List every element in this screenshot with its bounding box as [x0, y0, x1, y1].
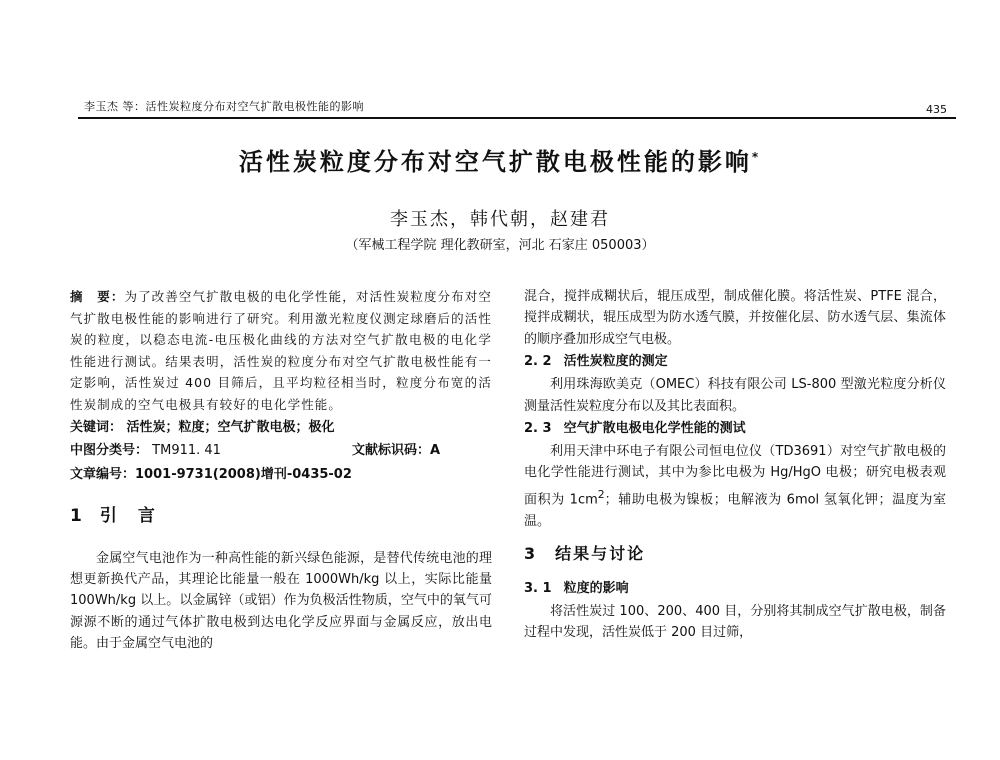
- abstract: [70, 286, 492, 416]
- keywords-label: 关键词：: [70, 419, 123, 435]
- article-number: [70, 463, 492, 487]
- area-unit-exponent: 2: [597, 487, 605, 501]
- document-code: [352, 438, 440, 463]
- section-1-number: 1: [70, 505, 84, 526]
- running-head: 李玉杰 等：活性炭粒度分布对空气扩散电极性能的影响: [84, 100, 364, 113]
- section-2-3-paragraph: [524, 441, 946, 532]
- paragraph-2-1-continued: 混合，搅拌成糊状后，辊压成型，制成催化膜。将活性炭、PTFE 混合，搅拌成糊状，辊压成型为防水透气膜，并按催化层、防水透气层、集流体的顺序叠加形成空气电极。: [524, 289, 946, 347]
- authors: 李玉杰，韩代朝，赵建君: [390, 209, 610, 230]
- section-3-1-paragraph: 将活性炭过 100、200、400 目，分别将其制成空气扩散电极，制备过程中发现，活性炭低于 200 目过筛，: [524, 603, 946, 641]
- keywords: [70, 417, 492, 438]
- doc-label: 文献标识码：: [352, 442, 431, 458]
- section-2-3-heading: [524, 417, 946, 441]
- section-2-3-number: 2. 3: [524, 421, 552, 437]
- section-1-title: 引 言: [99, 505, 157, 526]
- header-rule: [78, 117, 956, 119]
- section-2-2-paragraph: 利用珠海欧美克（OMEC）科技有限公司 LS-800 型激光粒度分析仪测量活性炭粒度分布以及其比表面积。: [524, 377, 946, 414]
- section-3-number: 3: [524, 543, 538, 563]
- keywords-text: 活性炭；粒度；空气扩散电极；极化: [126, 419, 335, 435]
- doc-value: A: [430, 442, 441, 458]
- classification-line: [70, 438, 492, 463]
- clc-label: 中图分类号：: [70, 442, 149, 458]
- paper-title: [0, 142, 1000, 177]
- abstract-text: 为了改善空气扩散电极的电化学性能，对活性炭粒度分布对空气扩散电极性能的影响进行了研究。利用激光粒度仪测定球磨后的活性炭的粒度，以稳态电流-电压极化曲线的方法对空气扩散电极的电化学性能进行测试。结果表明，活性炭的粒度分布对空气扩散电极性能有一定影响，活性炭过 400 目筛后，且平均粒径相当时，粒度分布宽的活性炭制成的空气电极具有较好的电化学性能。: [70, 289, 492, 412]
- right-column: [524, 286, 946, 644]
- section-2-2-number: 2. 2: [524, 354, 552, 370]
- article-number-label: 文章编号：: [70, 466, 136, 482]
- left-column: [70, 286, 492, 655]
- page-number: 435: [926, 103, 947, 116]
- section-2-3-text-a: 利用天津中环电子有限公司恒电位仪（TD3691）对空气扩散电极的电化学性能进行测试，其中为参比电极为 Hg/HgO 电极；研究电极表观面积为 1cm: [524, 444, 946, 508]
- section-1-paragraph: 金属空气电池作为一种高性能的新兴绿色能源，是替代传统电池的理想更新换代产品，其理论比能量一般在 1000Wh/kg 以上，实际比能量 100Wh/kg 以上。以金属锌（或铝）作为负极活性物质，空气中的氧气可源源不断的通过气体扩散电极到达电化学反应界面与金属反应，放出电能。由于金属空气电池的: [70, 550, 492, 652]
- abstract-label: 摘 要：: [70, 289, 125, 304]
- section-3-title: 结果与讨论: [555, 543, 646, 563]
- section-3-1-title: 粒度的影响: [563, 580, 629, 596]
- article-number-value: 1001-9731(2008)增刊-0435-02: [135, 466, 352, 482]
- section-2-2-heading: [524, 350, 946, 374]
- affiliation: （军械工程学院 理化教研室，河北 石家庄 050003）: [345, 238, 655, 253]
- section-2-3-title: 空气扩散电极电化学性能的测试: [563, 421, 746, 437]
- clc-value: TM911. 41: [152, 442, 221, 458]
- section-3-1-number: 3. 1: [524, 580, 552, 596]
- section-3-heading: [524, 541, 946, 567]
- section-2-2-title: 活性炭粒度的测定: [563, 354, 668, 370]
- section-2-3-text-b: ；辅助电极为镍板；电解液为 6mol 氢氧化钾；温度为室温。: [524, 492, 947, 529]
- section-3-1-heading: [524, 577, 946, 601]
- paper-title-text: 活性炭粒度分布对空气扩散电极性能的影响: [238, 148, 752, 176]
- section-1-heading: [70, 501, 492, 526]
- title-footnote-mark: *: [751, 150, 762, 164]
